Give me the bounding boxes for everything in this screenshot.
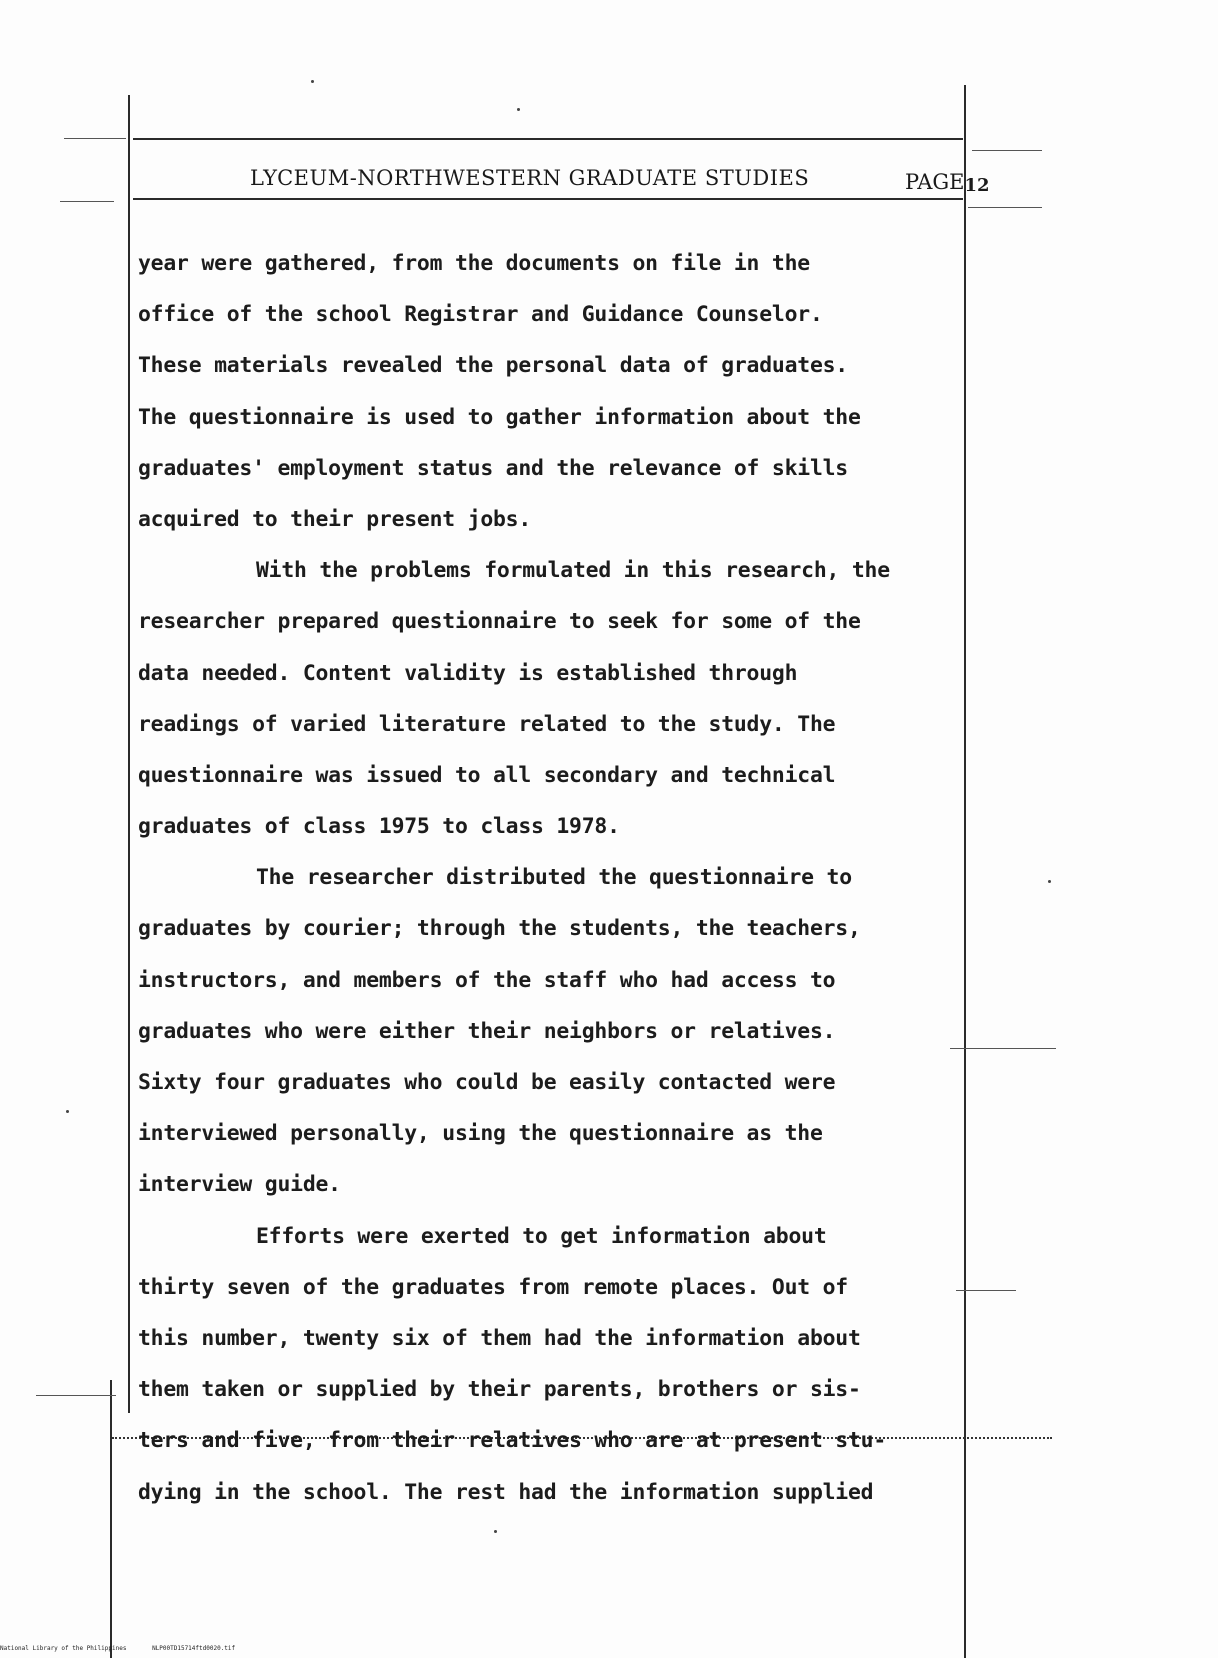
scan-speck xyxy=(494,1530,497,1533)
header-bottom-rule xyxy=(133,198,963,200)
left-margin-rule-lower xyxy=(110,1380,112,1658)
text-line: acquired to their present jobs. xyxy=(138,506,532,532)
scan-speck xyxy=(311,80,314,83)
paragraph-3 xyxy=(138,852,1008,1210)
footer-file: NLP00TD15714ftd0020.tif xyxy=(152,1645,236,1652)
text-line: questionnaire was issued to all secondary and technical xyxy=(138,762,836,788)
text-line: These materials revealed the personal data of graduates. xyxy=(138,353,848,379)
text-line: With the problems formulated in this research, the xyxy=(256,558,890,584)
scan-speck xyxy=(1048,880,1051,883)
text-line: The researcher distributed the questionnaire to xyxy=(256,865,852,891)
header-top-rule xyxy=(133,138,963,140)
scan-footer xyxy=(0,1645,257,1652)
text-line: thirty seven of the graduates from remote places. Out of xyxy=(138,1274,848,1300)
paragraph-1 xyxy=(138,238,1008,545)
text-line: interview guide. xyxy=(138,1172,341,1198)
text-line: readings of varied literature related to the study. The xyxy=(138,711,836,737)
left-margin-rule xyxy=(128,95,130,1413)
text-line: dying in the school. The rest had the information supplied xyxy=(138,1479,874,1505)
text-line: graduates of class 1975 to class 1978. xyxy=(138,814,620,840)
footer-library: National Library of the Philippines xyxy=(0,1645,127,1652)
text-line: office of the school Registrar and Guidance Counselor. xyxy=(138,302,823,328)
text-line: instructors, and members of the staff who had access to xyxy=(138,967,836,993)
text-line: data needed. Content validity is established through xyxy=(138,660,798,686)
paragraph-2 xyxy=(138,545,1008,852)
text-line: Efforts were exerted to get information about xyxy=(256,1223,827,1249)
left-margin-tick xyxy=(60,201,114,202)
right-margin-tick xyxy=(968,207,1042,208)
text-line: The questionnaire is used to gather information about the xyxy=(138,404,861,430)
text-line: graduates who were either their neighbors or relatives. xyxy=(138,1018,836,1044)
body-text xyxy=(138,238,1008,1518)
page-label: PAGE xyxy=(905,170,965,194)
text-line: Sixty four graduates who could be easily contacted were xyxy=(138,1070,836,1095)
left-margin-tick xyxy=(64,138,126,139)
paragraph-4 xyxy=(138,1211,1008,1518)
text-line: interviewed personally, using the questionnaire as the xyxy=(138,1121,823,1147)
text-line: graduates by courier; through the students, the teachers, xyxy=(138,916,861,942)
page-header-title: LYCEUM-NORTHWESTERN GRADUATE STUDIES xyxy=(250,166,810,190)
text-line: graduates' employment status and the relevance of skills xyxy=(138,455,848,481)
right-margin-tick xyxy=(972,150,1042,151)
text-line: this number, twenty six of them had the information about xyxy=(138,1325,861,1351)
page-number xyxy=(905,170,990,196)
scan-speck xyxy=(517,108,520,111)
text-line: ters and five, from their relatives who are at present stu- xyxy=(138,1428,887,1454)
text-line: researcher prepared questionnaire to seek for some of the xyxy=(138,609,861,635)
text-line: them taken or supplied by their parents, brothers or sis- xyxy=(138,1377,861,1403)
scan-speck xyxy=(66,1110,69,1113)
left-margin-tick xyxy=(36,1395,116,1396)
page-number-value: 12 xyxy=(964,175,990,196)
text-line: year were gathered, from the documents on file in the xyxy=(138,251,810,276)
